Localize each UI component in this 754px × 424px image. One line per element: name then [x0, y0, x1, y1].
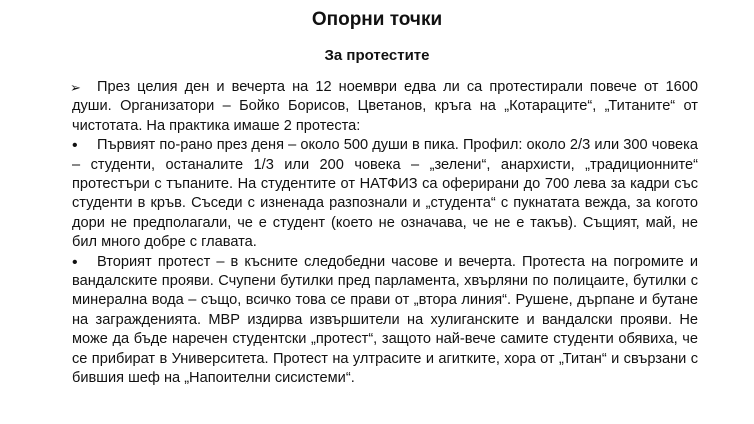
paragraph-arrow [72, 78, 698, 136]
paragraph-text: Първият по-рано през деня – около 500 души в пика. Профил: около 2/3 или 300 човека – студенти, останалите 1/3 или 200 човека – „зелени“, анархисти, „традиционните“ протестъри с тъпаните. На студентите от НАТФИЗ са оферирани до 700 лева за кадри със студенти в кръв. Съседи с изненада разпознали и „студента“ с пукнатата вежда, за когото дори не предполагали, че е студент (което не означава, че не е такъв). Същият, май, не бил много добре с главата. [72, 137, 698, 251]
paragraph-bullet [72, 136, 698, 252]
dot-bullet-icon: • [72, 137, 78, 155]
paragraph-bullet [72, 253, 698, 389]
paragraph-text: Вторият протест – в късните следобедни часове и вечерта. Протеста на погромите и вандалските прояви. Счупени бутилки пред парламента, хвърляни по полицаите, бутилки с минерална вода – също, всичко това се прави от „втора линия“. Рушене, дърпане и бутане на загражденията. МВР издирва извършители на хулиганските и вандалски прояви. Не може да бъде наречен студентски „протест“, защото най-вече самите студенти обявиха, че се прибират в Университета. Протест на ултрасите и агитките, хора от „Титан“ и свързани с бившия шеф на „Напоителни сисистеми“. [72, 253, 698, 387]
dot-bullet-icon: • [72, 253, 78, 271]
arrow-bullet-icon: ➢ [70, 80, 81, 95]
document-subtitle: За протестите [324, 47, 430, 64]
document-body [72, 78, 698, 389]
paragraph-text: През целия ден и вечерта на 12 ноември едва ли са протестирали повече от 1600 души. Организатори – Бойко Борисов, Цветанов, кръга на „Котараците“, „Титаните“ от чистотата. На практика имаше 2 протеста: [72, 79, 698, 134]
document-title: Опорни точки [311, 9, 443, 30]
